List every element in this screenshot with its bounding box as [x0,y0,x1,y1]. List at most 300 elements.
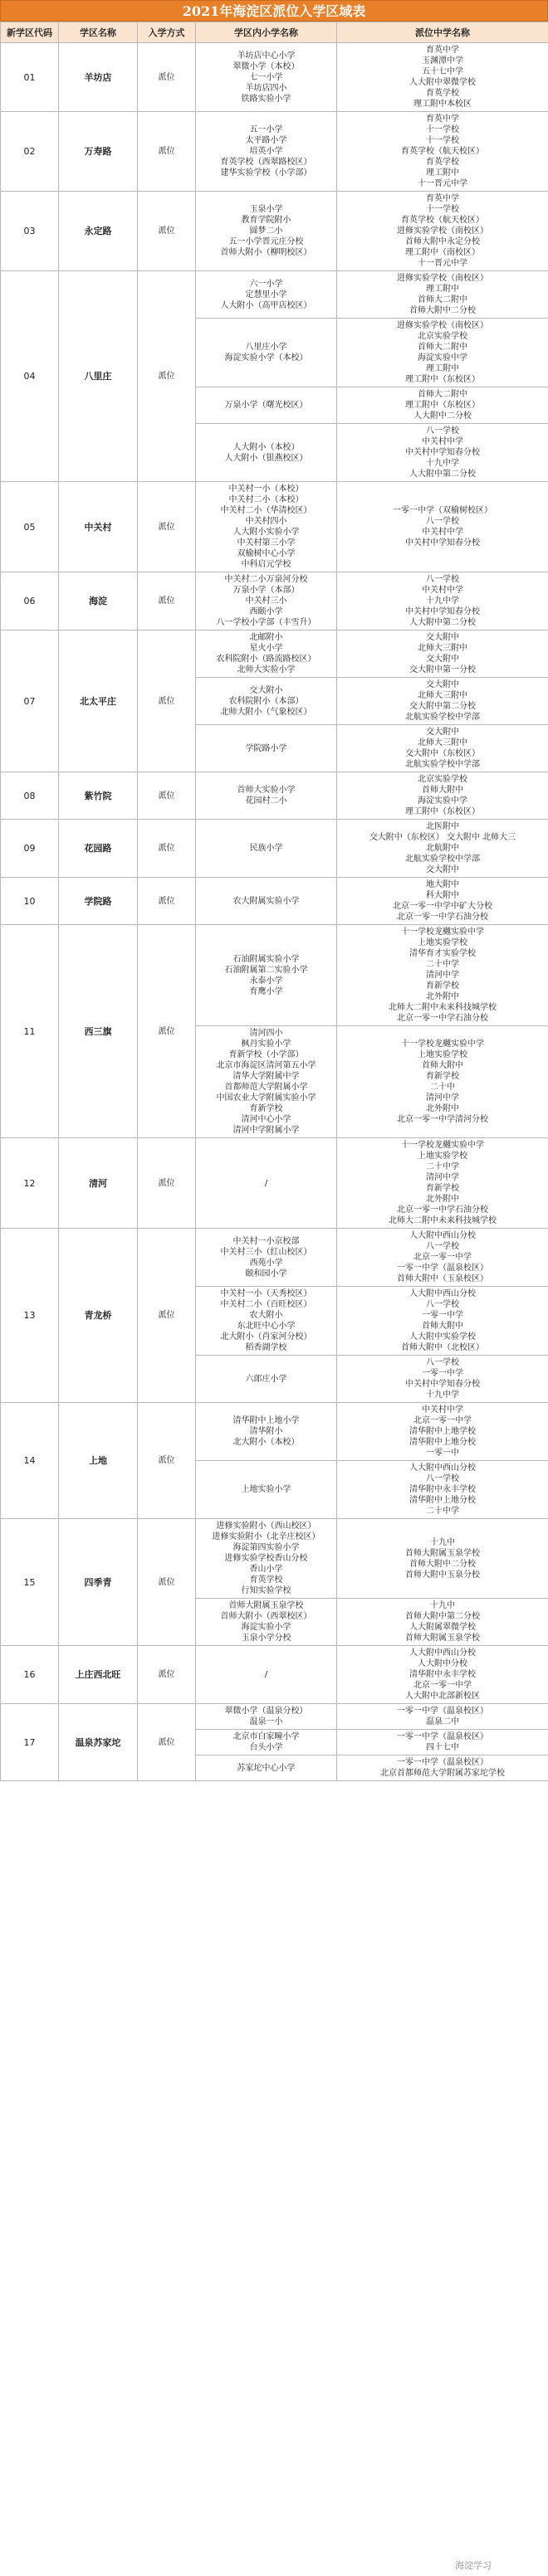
primary-school-name: 育新学校 [249,1104,283,1113]
primary-school-name: 六一小学 [249,279,283,289]
middle-school-name: 四十七中 [426,1743,459,1752]
table-row [1,482,548,572]
middle-schools-cell [337,1138,548,1229]
primary-school-name: 建华实验学校（小学部） [220,168,312,178]
primary-school-name: 中关村二小（华清校区） [220,506,312,515]
middle-school-name: 北师大二附中未来科技城学校 [389,1003,497,1012]
primary-school-name: 中科启元学校 [241,560,291,569]
primary-schools-cell [196,631,337,678]
middle-school-name: 北外附中 [426,1104,459,1113]
middle-school-name: 十一学校龙樾实验中学 [401,1141,484,1150]
primary-schools-cell [196,1287,337,1356]
primary-school-name: 北师大实验小学 [237,665,296,674]
admission-method-cell: 派位 [138,572,196,631]
middle-school-name: 十一学校 [426,125,459,134]
district-code-cell: 13 [1,1229,59,1403]
middle-school-name: 理工附中 [426,285,459,294]
middle-school-name: 育英学校 [426,158,459,167]
primary-school-name: 交大附小 [249,685,283,695]
primary-schools-cell [196,678,337,725]
district-code-cell: 14 [1,1403,59,1519]
middle-school-name: 育英学校 [426,89,459,98]
primary-school-name: 万泉小学（曙光校区） [224,401,308,410]
district-name-cell: 海淀 [59,572,138,631]
middle-school-name: 清华附中永丰学校 [409,1670,476,1679]
primary-school-name: 清华附中上地小学 [232,1416,300,1425]
primary-school-name: 首师大附小（西翠校区） [220,1612,312,1621]
primary-school-name: 北师大附小（气象校区） [220,707,312,717]
primary-school-name: 西颐小学 [249,607,283,616]
primary-school-name: 人大附小（本校） [232,442,300,452]
middle-school-name: 北京一零一中学石油分校 [397,1205,488,1215]
primary-school-name: 首师大实验小学 [237,786,296,795]
middle-schools-cell [337,631,548,678]
middle-school-name: 首师大附属玉泉学校 [405,1548,480,1558]
middle-school-name: 北京一零一中学 [413,1681,472,1690]
middle-school-name: 交大附中第二分校 [409,702,476,711]
admission-method-cell: 派位 [138,631,196,772]
primary-schools-cell [196,1461,337,1519]
middle-school-name: 育英学校（航天校区） [401,216,484,225]
middle-school-name: 中关村中学知春分校 [405,538,480,548]
admission-method-cell: 派位 [138,482,196,572]
middle-school-name: 十九中学 [426,597,459,606]
middle-school-name: 育英中学 [426,194,459,203]
primary-school-name: 中国农业大学附属实验小学 [216,1093,316,1103]
primary-school-name: 翠微小学（本校） [232,61,300,71]
primary-schools-cell [196,271,337,319]
primary-school-name: 中关村四小 [245,517,287,526]
primary-school-name: 育英学校 [249,1575,283,1585]
middle-school-name: 北京一零一中学石油分校 [397,1014,488,1023]
primary-school-name: 香山小学 [249,1565,283,1574]
middle-school-name: 北师大三附中 [418,738,467,747]
middle-school-name: 交大附中 [426,633,459,642]
admission-method-cell: 派位 [138,1403,196,1519]
middle-school-name: 北师大三附中 [418,644,467,653]
district-name-cell: 永定路 [59,192,138,271]
district-name-cell: 上庄西北旺 [59,1646,138,1704]
middle-school-name: 首师大附中二分校 [409,1559,476,1569]
primary-schools-cell [196,878,337,925]
middle-school-name: 清华附中永丰学校 [409,1485,476,1494]
table-row [1,925,548,1026]
district-code-cell: 16 [1,1646,59,1704]
middle-school-name: 地大附中 [426,880,459,889]
middle-schools-cell [337,725,548,772]
middle-school-name: 清河中学 [426,971,459,980]
middle-school-name: 人大附中北部新校区 [405,1692,480,1701]
primary-school-name: 永泰小学 [249,976,283,986]
primary-schools-cell [196,112,337,192]
table-row [1,878,548,925]
middle-school-name: 十一晋元中学 [418,259,467,268]
middle-school-name: 八一学校 [426,1474,459,1483]
admission-method-cell: 派位 [138,1138,196,1229]
middle-school-name: 上地实验学校 [418,938,467,947]
primary-schools-cell [196,1730,337,1755]
document-title: 2021年海淀区派位入学区域表 [0,0,548,22]
primary-school-name: 育英学校（西翠路校区） [220,158,312,167]
middle-school-name: 理工附中本校区 [413,100,472,109]
middle-school-name: 首师大附中 [422,786,463,795]
middle-school-name: 首师大附中 [422,1061,463,1070]
middle-school-name: 十九中学 [426,459,459,468]
middle-school-name: 清河中学 [426,1173,459,1182]
middle-school-name: 八一学校 [426,517,459,526]
primary-school-name: 农大附小 [249,1311,283,1320]
middle-schools-cell [337,424,548,482]
primary-school-name: 稻香湖学校 [245,1343,287,1352]
district-name-cell: 青龙桥 [59,1229,138,1403]
middle-schools-cell [337,678,548,725]
middle-school-name: 理工附中（东校区） [405,807,480,816]
primary-school-name: 中关村一小（本校） [228,485,304,494]
middle-school-name: 八一学校 [426,1358,459,1367]
district-code-cell: 05 [1,482,59,572]
middle-school-name: 十一学校龙樾实验中学 [401,928,484,937]
primary-school-name: 北京市海淀区清河第五小学 [216,1061,316,1070]
primary-school-name: 圆梦二小 [249,226,283,236]
primary-school-name: 首都师范大学附属小学 [224,1083,308,1092]
middle-school-name: 首师大二附中 [418,343,467,352]
middle-school-name: 海淀实验中学 [418,796,467,806]
district-name-cell: 八里庄 [59,271,138,482]
middle-school-name: 十一晋元中学 [418,179,467,188]
middle-school-name: 清河中学 [426,1093,459,1103]
primary-school-name: 农科院附小（路流路校区） [216,655,316,664]
middle-school-name: 人大附中第二分校 [409,470,476,479]
primary-schools-cell [196,1138,337,1229]
middle-school-name: 中关村中学 [422,528,463,537]
admission-method-cell: 派位 [138,1519,196,1646]
middle-school-name: 一零一中学（温泉校区） [397,1264,488,1273]
primary-school-name: 中关村二小万泉河分校 [224,575,308,584]
district-code-cell: 04 [1,271,59,482]
primary-school-name: 花园村二小 [245,796,287,806]
middle-schools-cell [337,1229,548,1287]
middle-school-name: 理工附中 [426,364,459,373]
middle-school-name: 八一学校 [426,575,459,584]
middle-school-name: 一零一中学 [422,1311,463,1320]
middle-school-name: 北师大二附中未来科技城学校 [389,1216,497,1225]
middle-school-name: 上地实验学校 [418,1152,467,1161]
primary-school-name: 八一学校小学部（丰雪升） [216,618,316,627]
admission-method-cell: 派位 [138,1704,196,1781]
header-admission-method: 入学方式 [138,22,196,43]
district-code-cell: 12 [1,1138,59,1229]
primary-school-name: 苏家坨中心小学 [237,1763,296,1773]
middle-school-name: 二十中 [430,1083,455,1092]
middle-school-name: 温泉二中 [426,1717,459,1726]
middle-school-name: 北医附中 [426,822,459,831]
middle-school-name: 十九中 [430,1601,455,1610]
middle-school-name: 中关村中学 [422,437,463,446]
primary-schools-cell [196,1704,337,1730]
middle-schools-cell [337,1599,548,1646]
middle-school-name: 一零一中学（温泉校区） [397,1707,488,1716]
middle-schools-cell [337,925,548,1026]
primary-schools-cell [196,725,337,772]
middle-school-name: 首师大附中永定分校 [405,237,480,246]
middle-schools-cell [337,820,548,878]
middle-schools-cell [337,482,548,572]
table-row [1,631,548,678]
middle-school-name: 中关村中学知春分校 [405,448,480,457]
admission-method-cell: 派位 [138,112,196,192]
table-row [1,572,548,631]
middle-school-name: 北外附中 [426,992,459,1001]
middle-schools-cell [337,1403,548,1461]
primary-school-name: 北大附小（肖家河分校） [220,1332,312,1342]
middle-school-name: 人大附中二分校 [413,411,472,421]
primary-school-name: 中关村一小京校部 [232,1236,300,1246]
middle-schools-cell [337,43,548,112]
middle-school-name: 首师大附中二分校 [409,306,476,315]
district-name-cell: 西三旗 [59,925,138,1138]
middle-school-name: 育新学校 [426,1072,459,1081]
primary-school-name: 进修实验附小（北辛庄校区） [212,1532,320,1541]
middle-school-name: 十九中学 [426,1390,459,1400]
primary-school-name: 民族小学 [249,844,283,853]
middle-school-name: 交大附中 [426,655,459,664]
middle-school-name: 北外附中 [426,1195,459,1204]
middle-school-name: 一零一中 [426,1449,459,1458]
primary-school-name: 北京市白家疃小学 [232,1732,300,1741]
primary-school-name: 八里庄小学 [245,343,287,352]
middle-schools-cell [337,1287,548,1356]
district-code-cell: 17 [1,1704,59,1781]
admission-method-cell: 派位 [138,271,196,482]
primary-school-name: 进修实验学校香山分校 [224,1554,308,1563]
primary-schools-cell [196,1356,337,1403]
middle-school-name: 交大附中 [426,728,459,737]
primary-school-name: 五一小学晋元庄分校 [228,237,304,246]
primary-school-name: 首师大附属玉泉学校 [228,1601,304,1610]
primary-school-name: 六郎庄小学 [245,1374,287,1384]
primary-school-name: 中关村一小（天秀校区） [220,1289,312,1298]
middle-school-name: 清华育才实验学校 [409,949,476,958]
primary-school-name: 育鹰小学 [249,986,283,996]
middle-school-name: 二十中学 [426,960,459,969]
primary-school-name: 农科院附小（本部） [228,696,304,706]
primary-school-name: 玉泉小学 [249,205,283,214]
middle-school-name: 一零一中学 [422,1369,463,1378]
middle-school-name: 北京首都师范大学附属苏家坨学校 [380,1769,505,1778]
primary-school-name: 农大附属实验小学 [232,896,300,906]
primary-school-name: 培英小学 [249,147,283,156]
middle-school-name: 人大附中西山分校 [409,1289,476,1298]
middle-school-name: 清华附中上地学校 [409,1427,476,1436]
primary-school-name: / [264,1670,268,1679]
middle-school-name: 人大附中西山分校 [409,1648,476,1658]
district-name-cell: 温泉苏家坨 [59,1704,138,1781]
middle-school-name: 北京一零一中学 [413,1416,472,1425]
header-district-code: 新学区代码 [1,22,59,43]
primary-school-name: 七一小学 [249,72,283,82]
primary-schools-cell [196,482,337,572]
middle-school-name: 北航实验学校中学部 [405,760,480,769]
middle-schools-cell [337,772,548,820]
primary-schools-cell [196,43,337,112]
table-row [1,192,548,271]
primary-school-name: 清华附小 [249,1427,283,1436]
primary-school-name: 枫丹实验小学 [241,1040,291,1049]
primary-school-name: 双榆树中心小学 [237,549,296,558]
middle-school-name: 首师大附中（玉泉校区） [397,1274,488,1283]
primary-schools-cell [196,387,337,424]
middle-schools-cell [337,112,548,192]
middle-school-name: 北京一零一中学清河分校 [397,1115,488,1124]
middle-school-name: 二十中学 [426,1162,459,1171]
middle-school-name: 人大附中翠微学校 [409,78,476,87]
primary-school-name: 人大附小（银燕校区） [224,453,308,463]
admission-method-cell: 派位 [138,772,196,820]
table-row [1,1646,548,1704]
middle-school-name: 北航附中 [426,844,459,853]
middle-school-name: 中关村中学 [422,1405,463,1415]
primary-school-name: 上地实验小学 [241,1485,291,1494]
table-row [1,820,548,878]
primary-school-name: 海淀实验小学（本校） [224,353,308,363]
table-row [1,112,548,192]
primary-school-name: 清河中心小学 [241,1115,291,1124]
primary-schools-cell [196,925,337,1026]
primary-school-name: 清河四小 [249,1029,283,1038]
middle-school-name: 人大附中分校 [418,1659,467,1668]
middle-school-name: 科大附中 [426,891,459,900]
middle-schools-cell [337,1026,548,1138]
district-code-cell: 07 [1,631,59,772]
primary-school-name: 铁路实验小学 [241,94,291,104]
table-row [1,1403,548,1461]
primary-school-name: 中关村二小（百旺校区） [220,1300,312,1309]
primary-school-name: 进修实验附小（西山校区） [216,1522,316,1531]
middle-school-name: 人大附中实验学校 [409,1332,476,1342]
primary-school-name: 教育学院附小 [241,216,291,225]
middle-school-name: 育英中学 [426,46,459,55]
middle-schools-cell [337,387,548,424]
primary-schools-cell [196,772,337,820]
middle-school-name: 北京一零一中学石油分校 [397,913,488,922]
middle-school-name: 北航实验学校中学部 [405,855,480,864]
middle-school-name: 一零一中学（温泉校区） [397,1732,488,1741]
middle-school-name: 北京一零一中学中矿大分校 [393,902,492,911]
primary-school-name: 中关村三小（红山校区） [220,1247,312,1257]
primary-school-name: 清河中学附属小学 [232,1126,300,1135]
middle-school-name: 八一学校 [426,1300,459,1309]
middle-school-name: 首师大二附中 [418,390,467,399]
primary-school-name: 星火小学 [249,644,283,653]
primary-schools-cell [196,572,337,631]
middle-school-name: 北京实验学校 [418,775,467,784]
table-row [1,43,548,112]
district-name-cell: 上地 [59,1403,138,1519]
primary-school-name: 清华大学附属中学 [232,1072,300,1081]
primary-school-name: 石油附属实验小学 [232,954,300,964]
admission-method-cell: 派位 [138,43,196,112]
middle-school-name: 首师大附中玉泉分校 [405,1570,480,1580]
middle-school-name: 首师大附中第二分校 [405,1612,480,1621]
middle-schools-cell [337,1646,548,1704]
primary-school-name: 人大附小实验小学 [232,528,300,537]
primary-school-name: 颐和园小学 [245,1269,287,1278]
middle-school-name: 北京一零一中学 [413,1253,472,1262]
middle-school-name: 人大附中西山分校 [409,1463,476,1473]
middle-school-name: 交大附中 [426,680,459,689]
primary-schools-cell [196,820,337,878]
primary-school-name: 万泉小学（本部） [232,586,300,595]
middle-school-name: 进修实验学校（南校区） [397,226,488,236]
middle-school-name: 玉渊潭中学 [422,56,463,66]
middle-school-name: 理工附中 [426,168,459,178]
middle-school-name: 清华附中上地分校 [409,1496,476,1505]
district-code-cell: 15 [1,1519,59,1646]
primary-schools-cell [196,1026,337,1138]
admission-method-cell: 派位 [138,1646,196,1704]
middle-school-name: 交大附中 [426,865,459,874]
district-name-cell: 四季青 [59,1519,138,1646]
middle-schools-cell [337,1356,548,1403]
middle-schools-cell [337,572,548,631]
primary-schools-cell [196,1229,337,1287]
middle-schools-cell [337,271,548,319]
middle-school-name: 五十七中学 [422,67,463,76]
middle-school-name: 二十中学 [426,1507,459,1516]
district-code-cell: 02 [1,112,59,192]
primary-school-name: 行知实验学校 [241,1586,291,1595]
primary-school-name: 太平路小学 [245,136,287,145]
middle-schools-cell [337,1730,548,1755]
admission-method-cell: 派位 [138,192,196,271]
primary-school-name: 玉泉小学分校 [241,1634,291,1643]
middle-schools-cell [337,1755,548,1781]
middle-schools-cell [337,1519,548,1599]
admission-method-cell: 派位 [138,878,196,925]
middle-school-name: 交大附中第一分校 [409,665,476,674]
middle-school-name: 上地实验学校 [418,1050,467,1059]
primary-schools-cell [196,319,337,387]
table-header-row [1,22,548,43]
district-name-cell: 紫竹院 [59,772,138,820]
primary-school-name: 西苑小学 [249,1258,283,1268]
table-row [1,1519,548,1599]
middle-school-name: 交大附中（东校区） 交大附中 北师大三 [369,833,516,842]
middle-schools-cell [337,878,548,925]
primary-school-name: 中关村第三小学 [237,538,296,548]
middle-school-name: 十一学校龙樾实验中学 [401,1040,484,1049]
middle-schools-cell [337,1461,548,1519]
admission-method-cell: 派位 [138,820,196,878]
primary-school-name: 北大附小（本校） [232,1438,300,1447]
middle-schools-cell [337,192,548,271]
primary-school-name: 五一小学 [249,125,283,134]
middle-school-name: 十九中 [430,1537,455,1547]
middle-school-name: 育英学校（航天校区） [401,147,484,156]
district-name-cell: 学院路 [59,878,138,925]
middle-school-name: 首师大附属玉泉学校 [405,1634,480,1643]
middle-school-name: 理工附中（东校区） [405,375,480,384]
middle-school-name: 育新学校 [426,981,459,991]
middle-school-name: 中关村中学 [422,586,463,595]
primary-school-name: 温泉一小 [249,1717,283,1726]
district-name-cell: 中关村 [59,482,138,572]
middle-school-name: 一零一中学（温泉校区） [397,1758,488,1767]
primary-school-name: 中关村二小（本校） [228,495,304,504]
primary-schools-cell [196,1519,337,1599]
district-code-cell: 09 [1,820,59,878]
middle-school-name: 十一学校 [426,205,459,214]
